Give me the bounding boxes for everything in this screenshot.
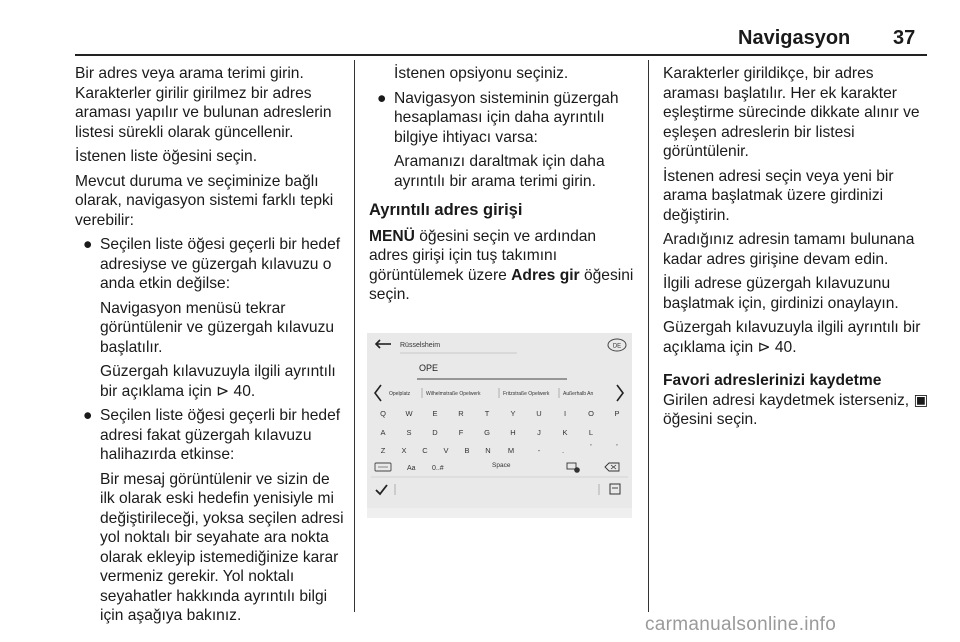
list-sub-paragraph: Navigasyon menüsü tekrar görüntülenir ve güzergah kılavuzu başlatılır. bbox=[100, 299, 335, 356]
svg-text:DE: DE bbox=[612, 343, 622, 350]
list-item bbox=[369, 89, 637, 148]
space-key[interactable]: Space bbox=[492, 462, 511, 469]
key[interactable]: L bbox=[588, 428, 594, 437]
section-heading: Ayrıntılı adres girişi bbox=[369, 201, 523, 219]
key[interactable]: N bbox=[485, 446, 491, 455]
key[interactable]: H bbox=[510, 428, 516, 437]
paragraph: İstenen adresi seçin veya yeni bir arama başlatmak üzere girdinizi değiştirin. bbox=[663, 167, 894, 224]
city-label: Rüsselsheim bbox=[400, 342, 441, 349]
list-sub-paragraph: İstenen opsiyonu seçiniz. bbox=[394, 65, 569, 82]
page-number: 37 bbox=[893, 27, 916, 49]
key[interactable]: M bbox=[507, 446, 515, 455]
list-sub-paragraph: Güzergah kılavuzuyla ilgili ayrıntılı bir açıklama için ⊳ 40. bbox=[100, 363, 336, 400]
column-divider bbox=[648, 60, 649, 612]
watermark: carmanualsonline.info bbox=[645, 614, 837, 635]
header-rule bbox=[75, 54, 927, 56]
list-sub-paragraph: Aramanızı daraltmak için daha ayrıntılı bir arama terimi girin. bbox=[394, 153, 605, 190]
case-key[interactable]: Aa bbox=[407, 465, 416, 472]
key[interactable]: R bbox=[458, 409, 464, 418]
paragraph: Girilen adresi kaydetmek isterseniz, ▣ öğesini seçin. bbox=[663, 391, 929, 428]
key[interactable]: C bbox=[422, 446, 428, 455]
key[interactable]: U bbox=[536, 409, 542, 418]
key[interactable]: K bbox=[562, 428, 568, 437]
paragraph: İstenen liste öğesini seçin. bbox=[75, 148, 258, 165]
keyboard-screen-svg bbox=[367, 333, 632, 518]
search-input-text[interactable]: OPE bbox=[419, 363, 439, 373]
column-1 bbox=[75, 64, 347, 631]
key[interactable]: P bbox=[614, 409, 620, 418]
list-sub-paragraph: Bir mesaj görüntülenir ve sizin de ilk olarak eski hedefin yenisiyle mi değiştirileceği, yoksa seçilen adresi yol noktalı bir seyahate ara nokta olarak ekleyip istemediğinize karar vermeniz gerekir. Yol noktalı seyahatler hakkında ayrıntılı bilgi için aşağıya bakınız. bbox=[100, 470, 344, 624]
column-divider bbox=[354, 60, 355, 612]
column-3 bbox=[663, 64, 933, 435]
bullet-icon: ● bbox=[83, 236, 93, 253]
keyboard-screen-figure bbox=[367, 333, 632, 518]
key[interactable]: G bbox=[484, 428, 490, 437]
paragraph: MENÜ öğesini seçin ve ardından adres girişi için tuş takımını görüntülemek üzere Adres gir öğesini seçin. bbox=[369, 227, 634, 303]
key[interactable]: T bbox=[484, 409, 490, 418]
key[interactable]: - bbox=[537, 446, 541, 455]
paragraph: Mevcut duruma ve seçiminize bağlı olarak, navigasyon sistemi farklı tepki verebilir: bbox=[75, 172, 334, 229]
bullet-icon: ● bbox=[83, 407, 93, 424]
key[interactable]: E bbox=[432, 409, 438, 418]
suggestion-item[interactable]: Opelplatz bbox=[389, 391, 411, 397]
key[interactable]: B bbox=[464, 446, 470, 455]
page-section-title: Navigasyon bbox=[738, 27, 851, 49]
key[interactable]: W bbox=[405, 409, 413, 418]
bullet-icon: ● bbox=[377, 89, 387, 107]
key[interactable]: F bbox=[458, 428, 464, 437]
key[interactable]: A bbox=[380, 428, 386, 437]
suggestion-item[interactable]: Wilhelmstraße Opelwerk bbox=[426, 391, 481, 397]
key[interactable]: X bbox=[401, 446, 407, 455]
suggestion-item[interactable]: Außerhalb An bbox=[563, 391, 594, 397]
column-2 bbox=[369, 64, 637, 310]
key[interactable]: V bbox=[443, 446, 449, 455]
menu-keyword: MENÜ bbox=[369, 227, 415, 245]
paragraph: Karakterler girildikçe, bir adres araması başlatılır. Her ek karakter eşleştirme sürecinde dikkate alınır ve eşleşen adreslerin bir listesi görüntülenir. bbox=[663, 65, 920, 160]
address-entry-keyword: Adres gir bbox=[511, 266, 580, 284]
key[interactable]: ' bbox=[590, 442, 592, 451]
key[interactable]: S bbox=[406, 428, 412, 437]
key[interactable]: . bbox=[561, 446, 565, 455]
key[interactable]: I bbox=[563, 409, 567, 418]
list-item bbox=[75, 406, 347, 465]
list-item-text: Navigasyon sisteminin güzergah hesaplaması için daha ayrıntılı bilgiye ihtiyacı varsa: bbox=[394, 89, 619, 146]
suggestion-item[interactable]: Fritzstraße Opelwerk bbox=[503, 391, 550, 397]
paragraph: Güzergah kılavuzuyla ilgili ayrıntılı bir açıklama için ⊳ 40. bbox=[663, 319, 921, 356]
numbers-key[interactable]: 0..# bbox=[432, 465, 444, 472]
list-item bbox=[75, 235, 347, 294]
paragraph: Aradığınız adresin tamamı bulunana kadar adres girişine devam edin. bbox=[663, 231, 915, 268]
key[interactable]: Z bbox=[380, 446, 386, 455]
section-heading: Favori adreslerinizi kaydetme bbox=[663, 372, 882, 389]
paragraph: İlgili adrese güzergah kılavuzunu başlatmak için, girdinizi onaylayın. bbox=[663, 275, 899, 312]
list-item-text: Seçilen liste öğesi geçerli bir hedef adresiyse ve güzergah kılavuzu o anda etkin değilse: bbox=[100, 236, 341, 292]
key[interactable]: Y bbox=[510, 409, 516, 418]
list-item-text: Seçilen liste öğesi geçerli bir hedef adresi fakat güzergah kılavuzu halihazırda etkinse: bbox=[100, 407, 341, 463]
key[interactable]: O bbox=[588, 409, 594, 418]
key[interactable]: J bbox=[537, 428, 541, 437]
paragraph: Bir adres veya arama terimi girin. Karakterler girilir girilmez bir adres araması yapılır ve bulunan adreslerin listesi sürekli olarak güncellenir. bbox=[75, 65, 332, 141]
key[interactable]: ' bbox=[616, 442, 618, 451]
key[interactable]: D bbox=[432, 428, 438, 437]
key[interactable]: Q bbox=[380, 409, 386, 418]
